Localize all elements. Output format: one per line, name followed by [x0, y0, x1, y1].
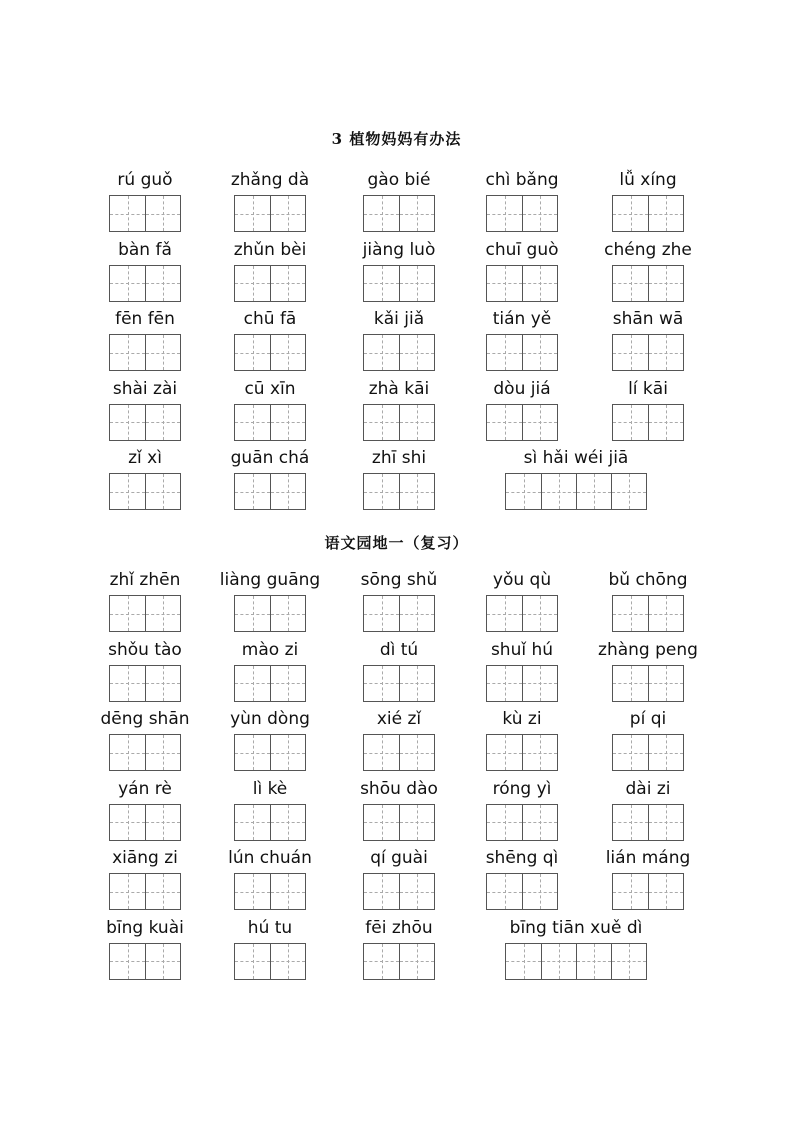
tianzige-cell[interactable]	[522, 735, 557, 770]
tianzige-cell[interactable]	[270, 266, 305, 301]
writing-grid	[486, 195, 558, 232]
pinyin-label: xié zǐ	[376, 709, 422, 729]
pinyin-label: liàng guāng	[219, 570, 321, 590]
writing-grid	[234, 665, 306, 702]
tianzige-cell[interactable]	[235, 596, 270, 631]
tianzige-cell[interactable]	[145, 805, 180, 840]
tianzige-cell[interactable]	[576, 944, 611, 979]
writing-grid	[234, 595, 306, 632]
tianzige-cell[interactable]	[235, 474, 270, 509]
tianzige-cell[interactable]	[145, 474, 180, 509]
tianzige-cell[interactable]	[235, 266, 270, 301]
word-item	[573, 377, 723, 441]
pinyin-label: guān chá	[230, 448, 310, 468]
tianzige-cell[interactable]	[399, 596, 434, 631]
pinyin-label: yǒu qù	[492, 570, 552, 590]
tianzige-cell[interactable]	[613, 335, 648, 370]
tianzige-cell[interactable]	[235, 805, 270, 840]
writing-grid	[234, 734, 306, 771]
writing-grid	[234, 873, 306, 910]
tianzige-cell[interactable]	[613, 266, 648, 301]
tianzige-cell[interactable]	[611, 944, 646, 979]
tianzige-cell[interactable]	[364, 266, 399, 301]
writing-grid	[109, 473, 181, 510]
tianzige-cell[interactable]	[613, 666, 648, 701]
tianzige-cell[interactable]	[399, 874, 434, 909]
word-item	[573, 168, 723, 232]
tianzige-cell[interactable]	[235, 196, 270, 231]
tianzige-cell[interactable]	[364, 666, 399, 701]
writing-grid	[363, 195, 435, 232]
tianzige-cell[interactable]	[110, 944, 145, 979]
tianzige-cell[interactable]	[611, 474, 646, 509]
tianzige-cell[interactable]	[522, 596, 557, 631]
writing-grid	[363, 734, 435, 771]
word-item	[573, 707, 723, 771]
writing-grid	[612, 734, 684, 771]
tianzige-cell[interactable]	[145, 944, 180, 979]
tianzige-cell[interactable]	[399, 196, 434, 231]
tianzige-cell[interactable]	[364, 196, 399, 231]
tianzige-cell[interactable]	[110, 196, 145, 231]
tianzige-cell[interactable]	[522, 874, 557, 909]
tianzige-cell[interactable]	[399, 405, 434, 440]
writing-grid	[505, 943, 647, 980]
writing-grid	[109, 734, 181, 771]
tianzige-cell[interactable]	[110, 666, 145, 701]
word-item	[195, 446, 345, 510]
writing-grid	[363, 873, 435, 910]
word-item	[573, 777, 723, 841]
tianzige-cell[interactable]	[145, 596, 180, 631]
pinyin-label: zhī shi	[371, 448, 427, 468]
pinyin-label: dài zi	[625, 778, 671, 799]
writing-grid	[486, 734, 558, 771]
tianzige-cell[interactable]	[270, 196, 305, 231]
tianzige-cell[interactable]	[576, 474, 611, 509]
writing-grid	[234, 804, 306, 841]
word-item	[573, 638, 723, 702]
tianzige-cell[interactable]	[364, 805, 399, 840]
pinyin-label: dì tú	[379, 639, 419, 660]
tianzige-cell[interactable]	[613, 874, 648, 909]
tianzige-cell[interactable]	[522, 335, 557, 370]
tianzige-cell[interactable]	[487, 735, 522, 770]
writing-grid	[486, 595, 558, 632]
writing-grid	[109, 943, 181, 980]
tianzige-cell[interactable]	[235, 735, 270, 770]
pinyin-label: dēng shān	[100, 709, 190, 729]
tianzige-cell[interactable]	[364, 735, 399, 770]
tianzige-cell[interactable]	[399, 474, 434, 509]
tianzige-cell[interactable]	[541, 944, 576, 979]
pinyin-label: fēn fēn	[115, 309, 175, 329]
writing-grid	[234, 195, 306, 232]
pinyin-label: bīng kuài	[106, 917, 184, 938]
tianzige-cell[interactable]	[399, 666, 434, 701]
tianzige-cell[interactable]	[110, 874, 145, 909]
writing-grid	[363, 473, 435, 510]
tianzige-cell[interactable]	[399, 266, 434, 301]
writing-grid	[234, 943, 306, 980]
writing-grid	[109, 665, 181, 702]
pinyin-label: róng yì	[492, 778, 552, 799]
tianzige-cell[interactable]	[541, 474, 576, 509]
pinyin-label: rú guǒ	[117, 170, 173, 190]
pinyin-label: hú tu	[247, 917, 293, 938]
tianzige-cell[interactable]	[487, 874, 522, 909]
pinyin-label: lǚ xíng	[619, 170, 677, 190]
tianzige-cell[interactable]	[145, 874, 180, 909]
pinyin-label: bīng tiān xuě dì	[509, 917, 643, 938]
writing-grid	[109, 195, 181, 232]
word-item	[195, 846, 345, 910]
tianzige-cell[interactable]	[235, 874, 270, 909]
writing-grid	[109, 265, 181, 302]
tianzige-cell[interactable]	[145, 196, 180, 231]
word-item	[573, 307, 723, 371]
writing-grid	[612, 195, 684, 232]
pinyin-label: chéng zhe	[604, 239, 692, 260]
writing-grid	[363, 334, 435, 371]
pinyin-label: bàn fǎ	[118, 239, 172, 260]
pinyin-label: lì kè	[252, 778, 288, 799]
tianzige-cell[interactable]	[522, 666, 557, 701]
tianzige-cell[interactable]	[613, 596, 648, 631]
pinyin-label: qí guài	[370, 848, 428, 868]
tianzige-cell[interactable]	[487, 405, 522, 440]
pinyin-label: lún chuán	[228, 848, 312, 868]
tianzige-cell[interactable]	[613, 735, 648, 770]
tianzige-cell[interactable]	[270, 944, 305, 979]
tianzige-cell[interactable]	[110, 335, 145, 370]
tianzige-cell[interactable]	[110, 266, 145, 301]
tianzige-cell[interactable]	[364, 596, 399, 631]
pinyin-label: gào bié	[367, 170, 431, 190]
tianzige-cell[interactable]	[110, 805, 145, 840]
pinyin-label: shōu dào	[360, 778, 438, 799]
tianzige-cell[interactable]	[364, 474, 399, 509]
tianzige-cell[interactable]	[522, 805, 557, 840]
writing-grid	[505, 473, 647, 510]
tianzige-cell[interactable]	[364, 405, 399, 440]
pinyin-label: sōng shǔ	[360, 570, 438, 590]
pinyin-label: zhà kāi	[368, 378, 430, 399]
writing-grid	[486, 334, 558, 371]
writing-grid	[234, 404, 306, 441]
tianzige-cell[interactable]	[399, 735, 434, 770]
tianzige-cell[interactable]	[145, 666, 180, 701]
writing-grid	[234, 334, 306, 371]
tianzige-cell[interactable]	[270, 666, 305, 701]
word-item	[195, 777, 345, 841]
word-item	[195, 307, 345, 371]
tianzige-cell[interactable]	[364, 335, 399, 370]
writing-grid	[486, 873, 558, 910]
tianzige-cell[interactable]	[235, 335, 270, 370]
writing-grid	[109, 334, 181, 371]
writing-grid	[363, 943, 435, 980]
writing-grid	[234, 265, 306, 302]
writing-grid	[363, 595, 435, 632]
word-item	[195, 377, 345, 441]
writing-grid	[109, 873, 181, 910]
word-item	[486, 446, 666, 510]
tianzige-cell[interactable]	[487, 596, 522, 631]
tianzige-cell[interactable]	[110, 474, 145, 509]
pinyin-label: chuī guò	[485, 239, 559, 260]
writing-grid	[486, 265, 558, 302]
word-item	[195, 168, 345, 232]
tianzige-cell[interactable]	[399, 335, 434, 370]
pinyin-label: shēng qì	[485, 848, 559, 868]
pinyin-label: chì bǎng	[485, 170, 559, 190]
tianzige-cell[interactable]	[522, 405, 557, 440]
tianzige-cell[interactable]	[648, 405, 683, 440]
tianzige-cell[interactable]	[364, 944, 399, 979]
pinyin-label: zhǔn bèi	[233, 239, 307, 260]
pinyin-label: zhàng peng	[598, 639, 698, 660]
tianzige-cell[interactable]	[487, 266, 522, 301]
word-item	[573, 846, 723, 910]
pinyin-label: zǐ xì	[128, 448, 162, 468]
word-item	[195, 568, 345, 632]
tianzige-cell[interactable]	[399, 944, 434, 979]
writing-grid	[109, 804, 181, 841]
tianzige-cell[interactable]	[235, 405, 270, 440]
word-item	[324, 916, 474, 980]
pinyin-label: chū fā	[243, 309, 297, 329]
pinyin-label: cū xīn	[244, 378, 296, 399]
tianzige-cell[interactable]	[613, 805, 648, 840]
writing-grid	[234, 473, 306, 510]
pinyin-label: bǔ chōng	[608, 570, 688, 590]
tianzige-cell[interactable]	[522, 196, 557, 231]
pinyin-label: shǒu tào	[108, 639, 182, 660]
writing-grid	[612, 873, 684, 910]
tianzige-cell[interactable]	[648, 735, 683, 770]
tianzige-cell[interactable]	[399, 805, 434, 840]
tianzige-cell[interactable]	[270, 735, 305, 770]
pinyin-label: shān wā	[612, 309, 684, 329]
pinyin-label: shài zài	[112, 378, 178, 399]
tianzige-cell[interactable]	[613, 405, 648, 440]
pinyin-label: lí kāi	[628, 378, 668, 399]
pinyin-label: zhǎng dà	[230, 170, 310, 190]
tianzige-cell[interactable]	[270, 335, 305, 370]
tianzige-cell[interactable]	[145, 735, 180, 770]
tianzige-cell[interactable]	[506, 944, 541, 979]
word-item	[573, 568, 723, 632]
pinyin-label: sì hǎi wéi jiā	[523, 448, 629, 468]
pinyin-label: zhǐ zhēn	[109, 570, 181, 590]
tianzige-cell[interactable]	[522, 266, 557, 301]
tianzige-cell[interactable]	[487, 805, 522, 840]
tianzige-cell[interactable]	[648, 196, 683, 231]
tianzige-cell[interactable]	[235, 944, 270, 979]
pinyin-label: jiàng luò	[362, 239, 436, 260]
tianzige-cell[interactable]	[145, 266, 180, 301]
writing-grid	[363, 804, 435, 841]
writing-grid	[363, 665, 435, 702]
word-item	[195, 707, 345, 771]
pinyin-label: yán rè	[118, 778, 172, 799]
tianzige-cell[interactable]	[270, 805, 305, 840]
tianzige-cell[interactable]	[648, 805, 683, 840]
writing-grid	[109, 595, 181, 632]
tianzige-cell[interactable]	[110, 735, 145, 770]
tianzige-cell[interactable]	[487, 196, 522, 231]
pinyin-label: dòu jiá	[493, 378, 551, 399]
writing-grid	[363, 404, 435, 441]
tianzige-cell[interactable]	[270, 874, 305, 909]
section-title: 语文园地一（复习）	[324, 534, 469, 552]
writing-grid	[612, 404, 684, 441]
tianzige-cell[interactable]	[364, 874, 399, 909]
writing-grid	[486, 804, 558, 841]
tianzige-cell[interactable]	[613, 196, 648, 231]
tianzige-cell[interactable]	[270, 596, 305, 631]
word-item	[486, 916, 666, 980]
tianzige-cell[interactable]	[648, 335, 683, 370]
writing-grid	[612, 804, 684, 841]
writing-grid	[612, 595, 684, 632]
tianzige-cell[interactable]	[487, 666, 522, 701]
tianzige-cell[interactable]	[506, 474, 541, 509]
word-item	[195, 638, 345, 702]
writing-grid	[612, 665, 684, 702]
tianzige-cell[interactable]	[145, 335, 180, 370]
tianzige-cell[interactable]	[648, 266, 683, 301]
writing-grid	[486, 404, 558, 441]
pinyin-label: pí qi	[629, 709, 667, 729]
pinyin-label: kǎi jiǎ	[373, 309, 425, 329]
tianzige-cell[interactable]	[110, 405, 145, 440]
pinyin-label: fēi zhōu	[365, 917, 433, 938]
pinyin-label: shuǐ hú	[490, 639, 554, 660]
word-item	[195, 916, 345, 980]
pinyin-label: xiāng zi	[112, 848, 178, 868]
tianzige-cell[interactable]	[145, 405, 180, 440]
tianzige-cell[interactable]	[235, 666, 270, 701]
pinyin-label: mào zi	[241, 639, 299, 660]
pinyin-label: kù zi	[502, 709, 542, 729]
writing-grid	[486, 665, 558, 702]
word-item	[573, 238, 723, 302]
tianzige-cell[interactable]	[648, 596, 683, 631]
word-item	[195, 238, 345, 302]
writing-grid	[363, 265, 435, 302]
pinyin-label: lián máng	[605, 848, 691, 868]
tianzige-cell[interactable]	[270, 474, 305, 509]
writing-grid	[612, 334, 684, 371]
tianzige-cell[interactable]	[648, 874, 683, 909]
tianzige-cell[interactable]	[110, 596, 145, 631]
section-title: 3 植物妈妈有办法	[331, 130, 462, 148]
word-item	[324, 446, 474, 510]
pinyin-label: yùn dòng	[230, 709, 310, 729]
writing-grid	[612, 265, 684, 302]
tianzige-cell[interactable]	[648, 666, 683, 701]
pinyin-label: tián yě	[492, 309, 552, 329]
tianzige-cell[interactable]	[270, 405, 305, 440]
tianzige-cell[interactable]	[487, 335, 522, 370]
writing-grid	[109, 404, 181, 441]
